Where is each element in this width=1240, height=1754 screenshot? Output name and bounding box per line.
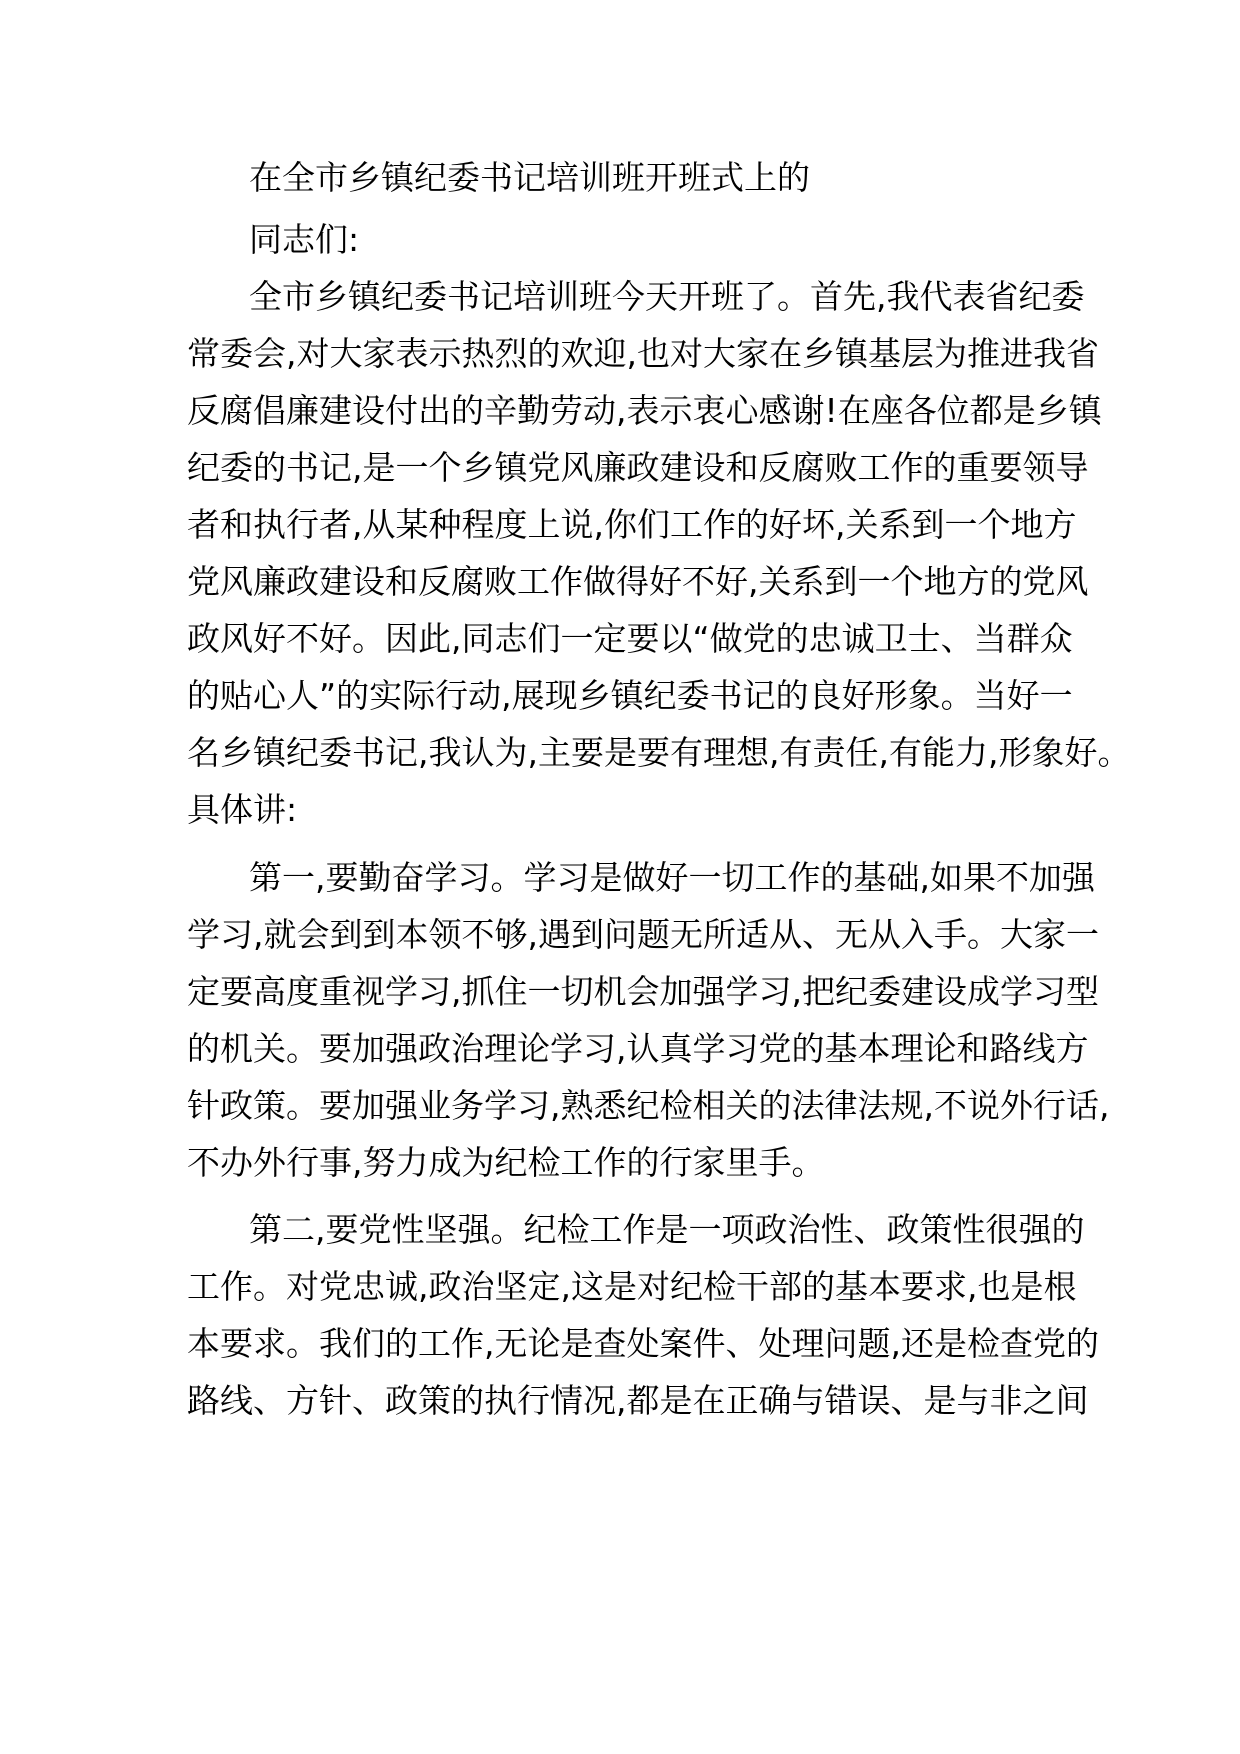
paragraph-line: 工作。对党忠诚,政治坚定,这是对纪检干部的基本要求,也是根: [187, 1267, 1077, 1306]
paragraph-line: 名乡镇纪委书记,我认为,主要是要有理想,有责任,有能力,形象好。: [187, 733, 1131, 772]
paragraph-line: 的机关。要加强政治理论学习,认真学习党的基本理论和路线方: [187, 1029, 1089, 1068]
paragraph-line: 具体讲:: [187, 790, 298, 829]
paragraph-line: 学习,就会到到本领不够,遇到问题无所适从、无从入手。大家一: [187, 915, 1099, 954]
paragraph-line: 纪委的书记,是一个乡镇党风廉政建设和反腐败工作的重要领导: [187, 448, 1089, 487]
paragraph-line: 政风好不好。因此,同志们一定要以“做党的忠诚卫士、当群众: [187, 619, 1073, 658]
paragraph-line: 反腐倡廉建设付出的辛勤劳动,表示衷心感谢!在座各位都是乡镇: [187, 391, 1102, 430]
paragraph-line: 路线、方针、政策的执行情况,都是在正确与错误、是与非之间: [187, 1381, 1089, 1420]
paragraph-line: 者和执行者,从某种程度上说,你们工作的好坏,关系到一个地方: [187, 505, 1077, 544]
paragraph-line: 本要求。我们的工作,无论是查处案件、处理问题,还是检查党的: [187, 1324, 1099, 1363]
paragraph-line: 常委会,对大家表示热烈的欢迎,也对大家在乡镇基层为推进我省: [187, 334, 1099, 373]
paragraph-line: 的贴心人”的实际行动,展现乡镇纪委书记的良好形象。当好一: [187, 676, 1073, 715]
paragraph-line: 全市乡镇纪委书记培训班今天开班了。首先,我代表省纪委: [249, 277, 1085, 316]
greeting: 同志们:: [249, 220, 360, 259]
paragraph-line: 党风廉政建设和反腐败工作做得好不好,关系到一个地方的党风: [187, 562, 1089, 601]
document-title: 在全市乡镇纪委书记培训班开班式上的: [249, 158, 810, 197]
paragraph-line: 定要高度重视学习,抓住一切机会加强学习,把纪委建设成学习型: [187, 972, 1099, 1011]
paragraph-line: 第一,要勤奋学习。学习是做好一切工作的基础,如果不加强: [249, 858, 1095, 897]
paragraph-line: 第二,要党性坚强。纪检工作是一项政治性、政策性很强的: [249, 1210, 1085, 1249]
paragraph-line: 不办外行事,努力成为纪检工作的行家里手。: [187, 1143, 825, 1182]
paragraph-line: 针政策。要加强业务学习,熟悉纪检相关的法律法规,不说外行话,: [187, 1086, 1110, 1125]
